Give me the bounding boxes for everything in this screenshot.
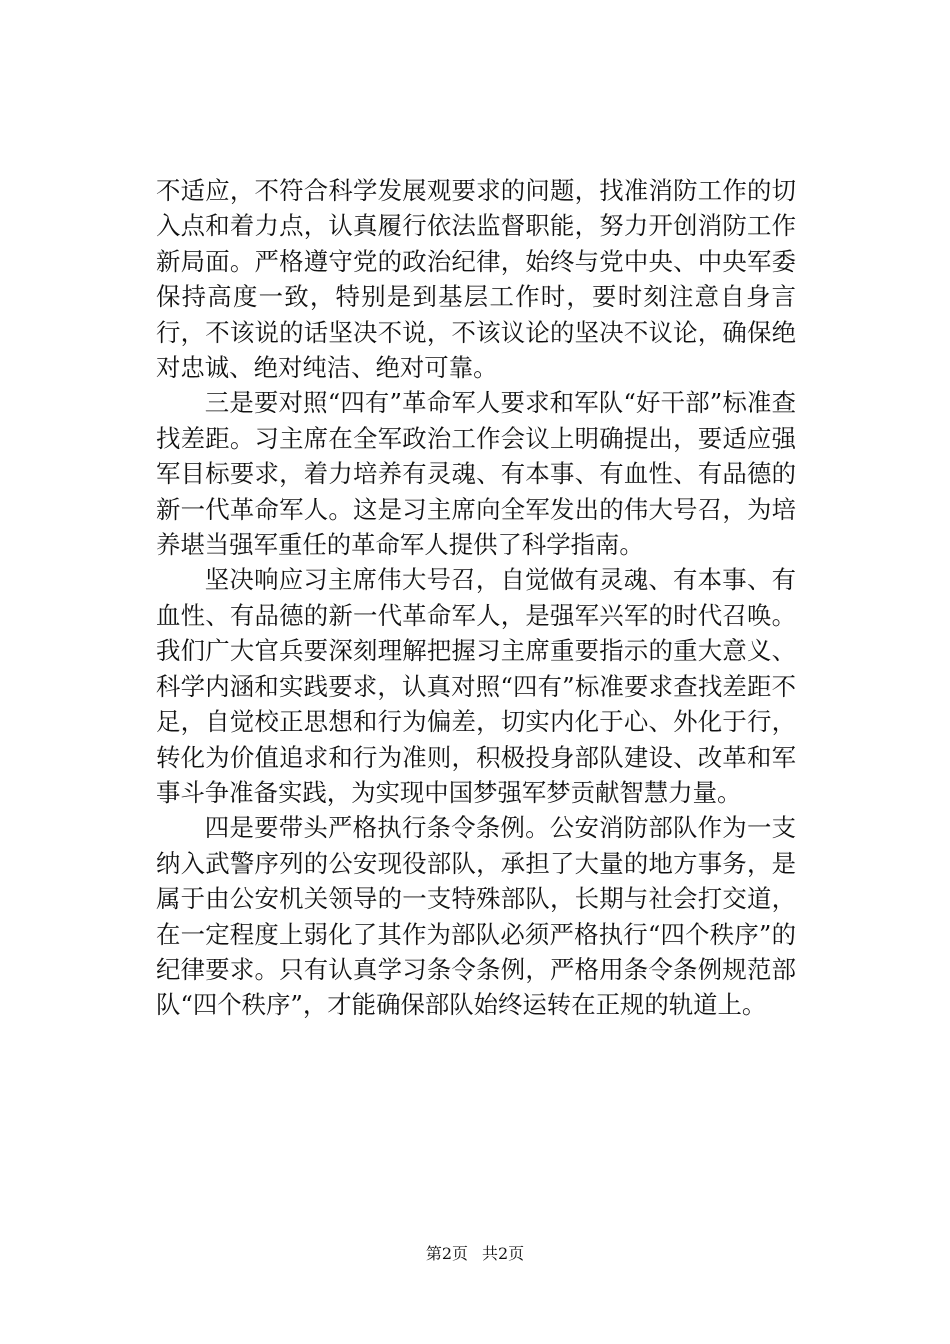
document-body	[156, 173, 796, 1023]
page-total: 共2页	[482, 1244, 525, 1263]
paragraph-point-four: 四是要带头严格执行条令条例。公安消防部队作为一支纳入武警序列的公安现役部队，承担了大量的地方事务，是属于由公安机关领导的一支特殊部队，长期与社会打交道，在一定程度上弱化了其作为部队必须严格执行“四个秩序”的纪律要求。只有认真学习条令条例，严格用条令条例规范部队“四个秩序”，才能确保部队始终运转在正规的轨道上。	[156, 813, 796, 1020]
page-footer	[0, 1244, 950, 1264]
page-number: 第2页	[425, 1244, 468, 1263]
paragraph-point-three: 三是要对照“四有”革命军人要求和军队“好干部”标准查找差距。习主席在全军政治工作会议上明确提出，要适应强军目标要求，着力培养有灵魂、有本事、有血性、有品德的新一代革命军人。这是习主席向全军发出的伟大号召，为培养堪当强军重任的革命军人提供了科学指南。	[156, 388, 796, 560]
paragraph-response-call: 坚决响应习主席伟大号召，自觉做有灵魂、有本事、有血性、有品德的新一代革命军人，是强军兴军的时代召唤。我们广大官兵要深刻理解把握习主席重要指示的重大意义、科学内涵和实践要求，认真对照“四有”标准要求查找差距不足，自觉校正思想和行为偏差，切实内化于心、外化于行，转化为价值追求和行为准则，积极投身部队建设、改革和军事斗争准备实践，为实现中国梦强军梦贡献智慧力量。	[156, 565, 796, 807]
paragraph-continuation: 不适应，不符合科学发展观要求的问题，找准消防工作的切入点和着力点，认真履行依法监督职能，努力开创消防工作新局面。严格遵守党的政治纪律，始终与党中央、中央军委保持高度一致，特别是到基层工作时，要时刻注意自身言行，不该说的话坚决不说，不该议论的坚决不议论，确保绝对忠诚、绝对纯洁、绝对可靠。	[156, 176, 796, 383]
